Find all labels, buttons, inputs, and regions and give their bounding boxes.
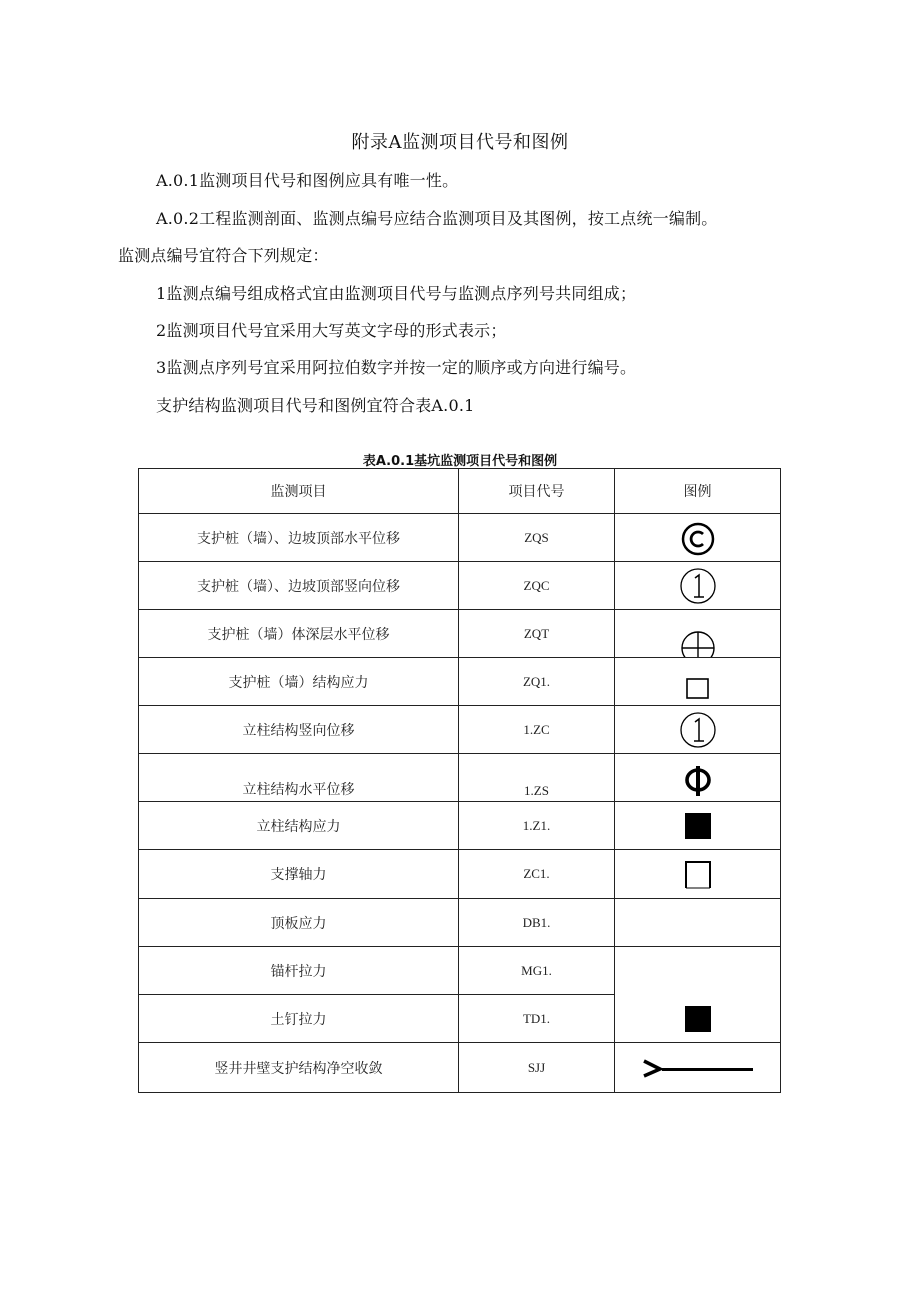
table-cell-item: 立柱结构竖向位移 <box>242 722 355 739</box>
phi-icon <box>615 754 780 801</box>
table-cell-code: ZQT <box>523 625 550 641</box>
table-cell-item: 支护桩（墙）、边坡顶部竖向位移 <box>197 578 400 595</box>
table-cell-code: SJJ <box>527 1059 546 1075</box>
filled-square-icon <box>615 995 780 1042</box>
table-cell-item: 锚杆拉力 <box>270 963 327 980</box>
copyright-circle-icon <box>615 514 780 561</box>
table-cell-item: 支护桩（墙）结构应力 <box>228 674 369 691</box>
header-cell-legend: 图例 <box>683 484 712 500</box>
header-cell-item: 监测项目 <box>270 484 327 500</box>
table-cell-item: 土钉拉力 <box>270 1011 327 1028</box>
circle-plus-icon <box>615 610 780 657</box>
open-box-icon <box>615 850 780 898</box>
table-cell-code: ZC1. <box>523 866 550 881</box>
table-cell-code: ZQS <box>524 529 549 545</box>
table-cell-item: 支撑轴力 <box>270 867 327 883</box>
table-cell-code: ZQC <box>523 577 550 593</box>
arrow-line-icon <box>615 1043 780 1092</box>
table-cell-code: DB1. <box>522 914 551 930</box>
table-cell-code: TD1. <box>522 1010 551 1026</box>
table-cell-code: 1.ZC <box>523 721 550 737</box>
paragraph: 3监测点序列号宜采用阿拉伯数字并按一定的顺序或方向进行编号。 <box>156 358 637 377</box>
table-cell-item: 立柱结构应力 <box>256 818 341 835</box>
table-caption: 表A.0.1基坑监测项目代号和图例 <box>362 454 558 469</box>
circled-one-icon <box>615 562 780 609</box>
table-cell-item: 立柱结构水平位移 <box>242 782 355 798</box>
table-cell-code: 1.Z1. <box>522 817 551 833</box>
hollow-square-icon <box>615 658 780 705</box>
filled-square-icon <box>615 802 780 849</box>
page-title: 附录A监测项目代号和图例 <box>351 132 569 153</box>
table-cell-code: ZQ1. <box>522 673 551 689</box>
paragraph: 支护结构监测项目代号和图例宜符合表A.0.1 <box>156 396 475 415</box>
paragraph: A.0.1监测项目代号和图例应具有唯一性。 <box>156 171 459 190</box>
table-cell-item: 竖井井壁支护结构净空收敛 <box>214 1060 383 1077</box>
table-cell-item: 支护桩（墙）体深层水平位移 <box>207 626 390 643</box>
table-cell-item: 支护桩（墙）、边坡顶部水平位移 <box>197 530 400 547</box>
monitoring-table <box>138 468 781 1093</box>
paragraph: 2监测项目代号宜采用大写英文字母的形式表示； <box>156 321 507 340</box>
paragraph: 1监测点编号组成格式宜由监测项目代号与监测点序列号共同组成； <box>156 284 637 303</box>
table-cell-code: MG1. <box>521 962 552 978</box>
table-cell-code: 1.ZS <box>524 783 549 798</box>
circled-one-icon <box>615 706 780 753</box>
paragraph: 监测点编号宜符合下列规定： <box>118 246 329 265</box>
header-cell-code: 项目代号 <box>508 484 565 500</box>
table-cell-item: 顶板应力 <box>270 915 327 932</box>
paragraph: A.0.2工程监测剖面、监测点编号应结合监测项目及其图例，按工点统一编制。 <box>156 209 718 228</box>
